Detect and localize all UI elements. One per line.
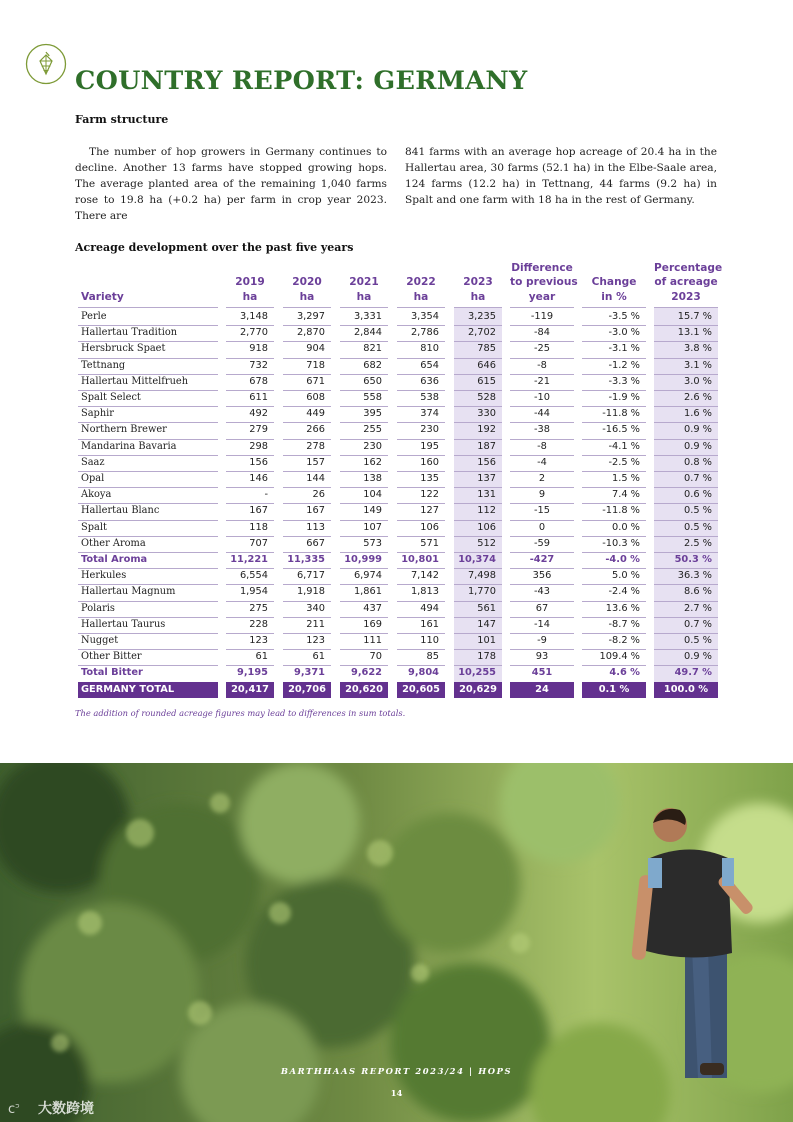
table-cell: 667 [306, 537, 325, 549]
column-header: Difference [511, 261, 573, 274]
table-cell: 528 [477, 392, 496, 403]
table-cell: -84 [533, 327, 550, 339]
table-cell: 654 [420, 359, 439, 371]
page-number: 14 [390, 1089, 403, 1099]
table-cell: 1.5 % [611, 473, 640, 484]
table-cell: 718 [306, 359, 325, 371]
table-cell: 266 [306, 424, 325, 436]
table-cell: 10,999 [344, 554, 382, 565]
table-cell: 135 [420, 473, 439, 484]
table-cell: 149 [363, 505, 382, 517]
table-cell: -3.5 % [608, 311, 640, 322]
column-header: 2022 [406, 276, 436, 289]
column-header: of acreage [654, 276, 718, 289]
table-cell: -38 [533, 424, 550, 436]
table-cell: 109.4 % [599, 651, 640, 663]
variety-name: Perle [81, 311, 107, 322]
table-cell: 1.6 % [683, 408, 712, 420]
table-cell: 6,717 [296, 570, 325, 582]
table-cell: 146 [249, 473, 268, 484]
table-cell: 211 [306, 618, 325, 630]
table-cell: 156 [249, 456, 268, 468]
table-cell: -3.0 % [608, 327, 640, 339]
table-cell: 13.6 % [605, 602, 640, 614]
header-rule [78, 307, 218, 308]
table-cell: 110 [420, 635, 439, 646]
table-cell: 157 [306, 456, 325, 468]
table-cell: 2,770 [239, 327, 268, 339]
table-cell: 144 [306, 473, 325, 484]
table-cell: 0 [538, 521, 546, 533]
table-cell: 0.7 % [683, 473, 712, 484]
table-cell: 732 [249, 359, 268, 371]
table-cell: 7.4 % [611, 489, 640, 501]
column-header: ha [413, 291, 429, 304]
table-cell: 0.9 % [683, 651, 712, 663]
table-cell: -119 [530, 311, 554, 322]
table-cell: 3,148 [239, 311, 268, 322]
table-cell: 671 [306, 375, 325, 387]
header-rule [454, 307, 502, 308]
variety-name: Mandarina Bavaria [81, 440, 177, 452]
variety-name: Saaz [81, 456, 105, 468]
table-cell: -8.7 % [608, 618, 640, 630]
table-cell: 904 [306, 343, 325, 355]
table-cell: 138 [363, 473, 382, 484]
table-cell: -11.8 % [602, 408, 640, 420]
table-cell: 2,844 [353, 327, 382, 339]
table-cell: -16.5 % [602, 424, 640, 436]
table-cell: 298 [249, 440, 268, 452]
table-cell: 15.7 % [677, 311, 712, 322]
table-cell: 123 [249, 635, 268, 646]
variety-name: Hallertau Taurus [81, 618, 166, 630]
table-cell: 558 [363, 392, 382, 403]
table-cell: 0.9 % [683, 424, 712, 436]
table-cell: 0.0 % [611, 521, 640, 533]
table-cell: - [264, 489, 268, 501]
table-cell: 169 [363, 618, 382, 630]
table-cell: 20,629 [459, 683, 497, 695]
header-variety: Variety [81, 291, 124, 304]
variety-name: Hallertau Magnum [81, 586, 176, 598]
table-cell: 167 [306, 505, 325, 517]
table-cell: 255 [363, 424, 382, 436]
table-cell: 61 [312, 651, 325, 663]
table-cell: 9,371 [294, 667, 325, 679]
column-header: 2019 [235, 276, 265, 289]
table-cell: 608 [306, 392, 325, 403]
table-cell: 230 [420, 424, 439, 436]
variety-name: Total Aroma [81, 554, 148, 565]
table-cell: 278 [306, 440, 325, 452]
table-cell: 678 [249, 375, 268, 387]
table-cell: 167 [249, 505, 268, 517]
table-cell: 0.9 % [683, 440, 712, 452]
table-cell: 162 [363, 456, 382, 468]
table-cell: -2.4 % [608, 586, 640, 598]
column-header: Change [591, 276, 637, 289]
table-cell: 107 [363, 521, 382, 533]
table-cell: -4.1 % [608, 440, 640, 452]
table-cell: 279 [249, 424, 268, 436]
table-cell: -43 [533, 586, 550, 598]
table-cell: 356 [532, 570, 552, 582]
table-cell: 101 [477, 635, 496, 646]
table-cell: 112 [477, 505, 496, 517]
table-cell: -4 [537, 456, 547, 468]
table-cell: -44 [533, 408, 550, 420]
table-cell: -9 [537, 635, 547, 646]
table-cell: 1,813 [410, 586, 439, 598]
variety-name: Saphir [81, 408, 114, 420]
variety-name: Other Aroma [81, 537, 146, 549]
table-cell: 1,954 [239, 586, 268, 598]
table-cell: 161 [420, 618, 439, 630]
table-cell: 10,801 [401, 554, 439, 565]
table-cell: 93 [535, 651, 549, 663]
table-cell: 4.6 % [609, 667, 640, 679]
table-cell: -3.1 % [608, 343, 640, 355]
table-cell: 615 [477, 375, 496, 387]
table-cell: 0.6 % [683, 489, 712, 501]
table-cell: 0.1 % [598, 683, 630, 695]
table-cell: 122 [420, 489, 439, 501]
table-cell: -4.0 % [605, 554, 640, 565]
table-cell: 2,870 [296, 327, 325, 339]
column-header: ha [242, 291, 258, 304]
table-cell: 0.5 % [683, 505, 712, 517]
column-header: year [528, 291, 556, 304]
svg-text:大数跨境: 大数跨境 [38, 1101, 94, 1117]
variety-name: Spalt Select [81, 392, 141, 403]
table-cell: 561 [477, 602, 496, 614]
column-header: in % [601, 291, 627, 304]
table-cell: 437 [363, 602, 382, 614]
column-header: 2020 [292, 276, 322, 289]
header-rule [283, 307, 331, 308]
table-cell: -10.3 % [602, 537, 640, 549]
table-cell: 611 [249, 392, 268, 403]
table-cell: 451 [531, 667, 553, 679]
table-cell: 26 [312, 489, 325, 501]
table-cell: 156 [477, 456, 496, 468]
acreage-table [78, 258, 723, 700]
header-rule [654, 307, 718, 308]
table-cell: 785 [477, 343, 496, 355]
table-cell: 7,142 [410, 570, 439, 582]
table-cell: 9 [538, 489, 546, 501]
table-cell: 178 [477, 651, 496, 663]
table-cell: 9,804 [408, 667, 439, 679]
table-cell: 20,620 [345, 683, 383, 695]
table-cell: -1.2 % [608, 359, 640, 371]
table-cell: -427 [529, 554, 555, 565]
table-cell: 111 [363, 635, 382, 646]
table-cell: 36.3 % [677, 570, 712, 582]
table-cell: 512 [477, 537, 496, 549]
column-header: 2023 [463, 276, 493, 289]
table-cell: 104 [363, 489, 382, 501]
table-cell: 1,861 [353, 586, 382, 598]
svg-text:ᴄ꜄: ᴄ꜄ [8, 1102, 20, 1117]
variety-name: Hallertau Blanc [81, 505, 160, 517]
header-rule [397, 307, 445, 308]
table-cell: 374 [420, 408, 439, 420]
table-cell: 275 [249, 602, 268, 614]
table-cell: 918 [249, 343, 268, 355]
table-cell: 2,786 [410, 327, 439, 339]
table-cell: 340 [306, 602, 325, 614]
table-cell: 821 [363, 343, 382, 355]
table-cell: 3.8 % [683, 343, 712, 355]
variety-name: Hallertau Tradition [81, 327, 178, 339]
table-cell: -8.2 % [608, 635, 640, 646]
table-cell: 494 [420, 602, 439, 614]
table-cell: 3.1 % [683, 359, 712, 371]
table-cell: 3,354 [410, 311, 439, 322]
table-cell: -11.8 % [602, 505, 640, 517]
table-cell: 6,974 [353, 570, 382, 582]
table-cell: 573 [363, 537, 382, 549]
table-cell: 24 [535, 683, 549, 695]
table-cell: 2.7 % [683, 602, 712, 614]
table-cell: 646 [477, 359, 496, 371]
table-cell: 330 [477, 408, 496, 420]
table-cell: 228 [249, 618, 268, 630]
table-cell: 0.8 % [683, 456, 712, 468]
table-cell: -14 [533, 618, 550, 630]
hop-cone-logo-icon [25, 43, 67, 85]
table-cell: 20,417 [231, 683, 269, 695]
header-rule [340, 307, 388, 308]
table-cell: 187 [477, 440, 496, 452]
table-cell: 2 [538, 473, 546, 484]
table-cell: 3,235 [467, 311, 496, 322]
table-cell: 1,918 [296, 586, 325, 598]
table-cell: 147 [477, 618, 496, 630]
table-cell: 11,221 [230, 554, 268, 565]
table-cell: 8.6 % [683, 586, 712, 598]
watermark-logo [8, 1096, 108, 1118]
table-cell: 106 [420, 521, 439, 533]
table-cell: -25 [533, 343, 550, 355]
acreage-heading: Acreage development over the past five years [75, 241, 354, 254]
report-footer: BARTHHAAS REPORT 2023/24 | HOPS [280, 1066, 513, 1076]
header-rule [510, 307, 574, 308]
table-cell: 11,335 [287, 554, 325, 565]
variety-name: Northern Brewer [81, 424, 167, 436]
table-cell: 20,706 [288, 683, 326, 695]
table-cell: 127 [420, 505, 439, 517]
variety-name: GERMANY TOTAL [81, 683, 175, 695]
column-header: ha [356, 291, 372, 304]
farm-structure-text-left: The number of hop growers in Germany continues to decline. Another 13 farms have stopped growing hops. The average planted area of the remaining 1,040 farms rose to 19.8 ha (+0.2 ha) per farm in crop year 2023. There are [75, 146, 387, 223]
column-header: to previous [510, 276, 578, 289]
table-cell: 113 [306, 521, 325, 533]
variety-name: Hersbruck Spaet [81, 343, 166, 355]
table-cell: 67 [535, 602, 549, 614]
table-cell: 137 [477, 473, 496, 484]
table-cell: -3.3 % [608, 375, 640, 387]
table-cell: 707 [249, 537, 268, 549]
table-cell: 118 [249, 521, 268, 533]
variety-name: Hallertau Mittelfrueh [81, 375, 189, 387]
table-cell: 61 [255, 651, 268, 663]
table-cell: -1.9 % [608, 392, 640, 403]
table-cell: 395 [363, 408, 382, 420]
column-header: 2023 [671, 291, 701, 304]
table-cell: -21 [533, 375, 550, 387]
table-cell: -8 [537, 440, 547, 452]
header-rule [226, 307, 274, 308]
page-title: COUNTRY REPORT: GERMANY [75, 66, 528, 96]
variety-name: Total Bitter [81, 667, 143, 679]
table-cell: 123 [306, 635, 325, 646]
table-cell: 1,770 [467, 586, 496, 598]
column-header: Percentage [654, 261, 723, 274]
table-cell: 85 [426, 651, 439, 663]
header-rule [582, 307, 646, 308]
table-cell: 682 [363, 359, 382, 371]
table-cell: 49.7 % [674, 667, 712, 679]
column-header: ha [470, 291, 486, 304]
variety-name: Spalt [81, 521, 107, 533]
table-cell: 13.1 % [677, 327, 712, 339]
variety-name: Tettnang [81, 359, 126, 371]
table-cell: 3.0 % [683, 375, 712, 387]
farm-structure-heading: Farm structure [75, 113, 169, 126]
table-cell: 70 [369, 651, 382, 663]
table-cell: 9,195 [237, 667, 268, 679]
table-cell: 449 [306, 408, 325, 420]
table-cell: 192 [477, 424, 496, 436]
table-cell: 195 [420, 440, 439, 452]
table-cell: 810 [420, 343, 439, 355]
variety-name: Nugget [81, 635, 119, 646]
table-cell: 160 [420, 456, 439, 468]
variety-name: Akoya [81, 489, 112, 501]
table-cell: 2,702 [467, 327, 496, 339]
variety-name: Herkules [81, 570, 127, 582]
table-footnote: The addition of rounded acreage figures may lead to differences in sum totals. [75, 708, 406, 718]
table-cell: 100.0 % [663, 683, 709, 695]
table-cell: -2.5 % [608, 456, 640, 468]
table-cell: 538 [420, 392, 439, 403]
table-cell: 492 [249, 408, 268, 420]
table-cell: 3,331 [353, 311, 382, 322]
farm-structure-text-right: 841 farms with an average hop acreage of 20.4 ha in the Hallertau area, 30 farms (52.1 ha) in the Elbe-Saale area, 124 farms (12.2 ha) in Tettnang, 44 farms (9.2 ha) in Spalt and one farm with 18 ha in the rest of Germany. [405, 146, 717, 207]
table-cell: 636 [420, 375, 439, 387]
column-header: 2021 [349, 276, 379, 289]
table-cell: 10,374 [458, 554, 496, 565]
table-cell: 10,255 [458, 667, 496, 679]
table-cell: 6,554 [239, 570, 268, 582]
variety-name: Other Bitter [81, 651, 142, 663]
table-cell: 2.5 % [683, 537, 712, 549]
table-cell: -15 [533, 505, 550, 517]
table-cell: 5.0 % [611, 570, 640, 582]
table-cell: 0.5 % [683, 521, 712, 533]
table-cell: -10 [533, 392, 550, 403]
variety-name: Opal [81, 473, 105, 484]
table-cell: 0.5 % [683, 635, 712, 646]
table-cell: -8 [537, 359, 547, 371]
column-header: ha [299, 291, 315, 304]
table-cell: 650 [363, 375, 382, 387]
table-cell: 20,605 [402, 683, 440, 695]
table-cell: 9,622 [351, 667, 382, 679]
variety-name: Polaris [81, 602, 115, 614]
table-cell: 7,498 [467, 570, 496, 582]
table-cell: 2.6 % [683, 392, 712, 403]
table-cell: 0.7 % [683, 618, 712, 630]
table-cell: 50.3 % [674, 554, 712, 565]
table-cell: 230 [363, 440, 382, 452]
table-cell: 131 [477, 489, 496, 501]
table-cell: 571 [420, 537, 439, 549]
table-cell: 3,297 [296, 311, 325, 322]
table-cell: 106 [477, 521, 496, 533]
table-cell: -59 [533, 537, 550, 549]
